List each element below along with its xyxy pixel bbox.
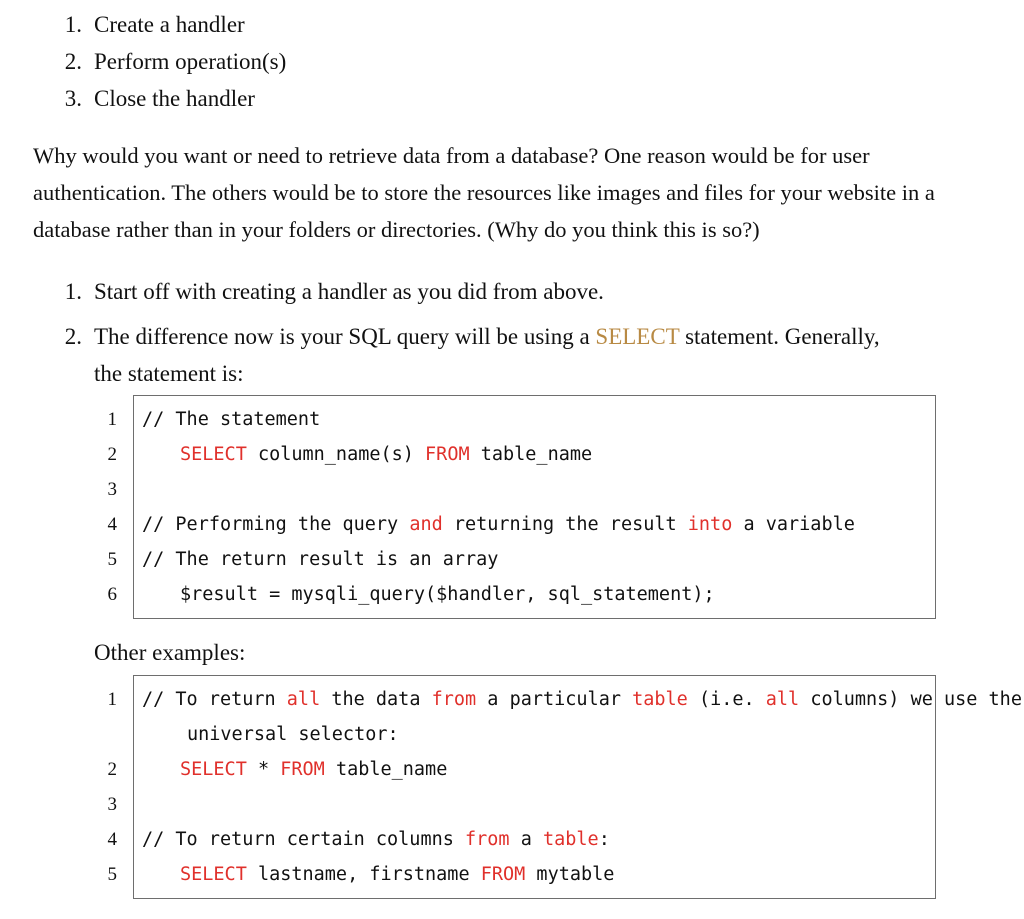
sql-keyword: SELECT <box>180 864 247 885</box>
list-item-text-continued: the statement is: <box>94 361 244 386</box>
line-number: 1 <box>107 689 117 710</box>
list-item-text <box>94 324 880 350</box>
line-number: 5 <box>107 549 117 570</box>
sql-keyword: into <box>687 514 733 535</box>
list-number: 1. <box>64 279 82 304</box>
code-line-continued: universal selector: <box>187 724 399 745</box>
sql-keyword: SELECT <box>180 759 247 780</box>
sql-keyword: from <box>465 829 510 850</box>
list-number: 2. <box>64 324 82 349</box>
body-paragraph: Why would you want or need to retrieve data from a database? One reason would be for user authentication. The others would be to store the resources like images and files for your website in a database rather than in your folders or directories. (Why do you think this is so?) <box>33 143 935 242</box>
list-item-text: Close the handler <box>94 86 255 111</box>
code-text: a particular <box>476 689 633 710</box>
code-text: (i.e. <box>687 689 766 710</box>
sql-keyword: FROM <box>280 759 325 780</box>
code-text: // To return <box>142 689 287 710</box>
other-examples-heading: Other examples: <box>94 640 246 665</box>
code-text: table_name <box>469 444 593 465</box>
line-number: 6 <box>107 584 117 605</box>
line-number: 2 <box>107 444 117 465</box>
sql-keyword: and <box>409 514 443 535</box>
sql-keyword: SELECT <box>180 444 247 465</box>
sql-keyword: FROM <box>480 864 526 885</box>
sql-keyword: all <box>765 689 800 710</box>
code-line: // The return result is an array <box>142 549 499 570</box>
code-line <box>142 829 610 850</box>
code-text: mytable <box>525 864 615 885</box>
sql-keyword: from <box>431 689 477 710</box>
line-number: 5 <box>107 864 117 885</box>
code-text: // To return certain columns <box>142 829 466 850</box>
sql-keyword: FROM <box>425 444 470 465</box>
code-line <box>180 759 447 780</box>
code-text: the data <box>320 689 432 710</box>
list-item-text: Create a handler <box>94 12 245 37</box>
code-text: table_name <box>324 759 448 780</box>
code-text: returning the result <box>442 514 688 535</box>
code-line <box>142 514 855 535</box>
code-line <box>180 444 592 465</box>
select-keyword: SELECT <box>595 324 680 349</box>
list-item-text-post: statement. Generally, <box>679 324 880 349</box>
line-number: 3 <box>107 479 117 500</box>
sql-keyword: table <box>543 829 599 850</box>
sql-keyword: table <box>632 689 688 710</box>
code-text: columns) we use the <box>799 689 1022 710</box>
code-line <box>142 689 1022 710</box>
list-item-text: Start off with creating a handler as you did from above. <box>94 279 604 304</box>
line-number: 3 <box>107 794 117 815</box>
code-text: column_name(s) <box>246 444 426 465</box>
list-number: 3. <box>64 86 82 111</box>
line-number: 4 <box>107 829 117 850</box>
code-line: $result = mysqli_query($handler, sql_statement); <box>180 584 715 605</box>
sql-keyword: all <box>286 689 321 710</box>
line-number: 2 <box>107 759 117 780</box>
code-text: * <box>246 759 281 780</box>
line-number: 1 <box>107 409 117 430</box>
code-text: : <box>598 829 610 850</box>
code-line: // The statement <box>142 409 321 430</box>
code-text: a variable <box>732 514 855 535</box>
code-text: lastname, firstname <box>246 864 481 885</box>
list-number: 2. <box>64 49 82 74</box>
line-number: 4 <box>107 514 117 535</box>
list-number: 1. <box>64 12 82 37</box>
code-text: a <box>509 829 543 850</box>
list-item-text-pre: The difference now is your SQL query will be using a <box>94 324 596 349</box>
list-item-text: Perform operation(s) <box>94 49 287 74</box>
code-text: // Performing the query <box>142 514 410 535</box>
code-line <box>180 864 614 885</box>
